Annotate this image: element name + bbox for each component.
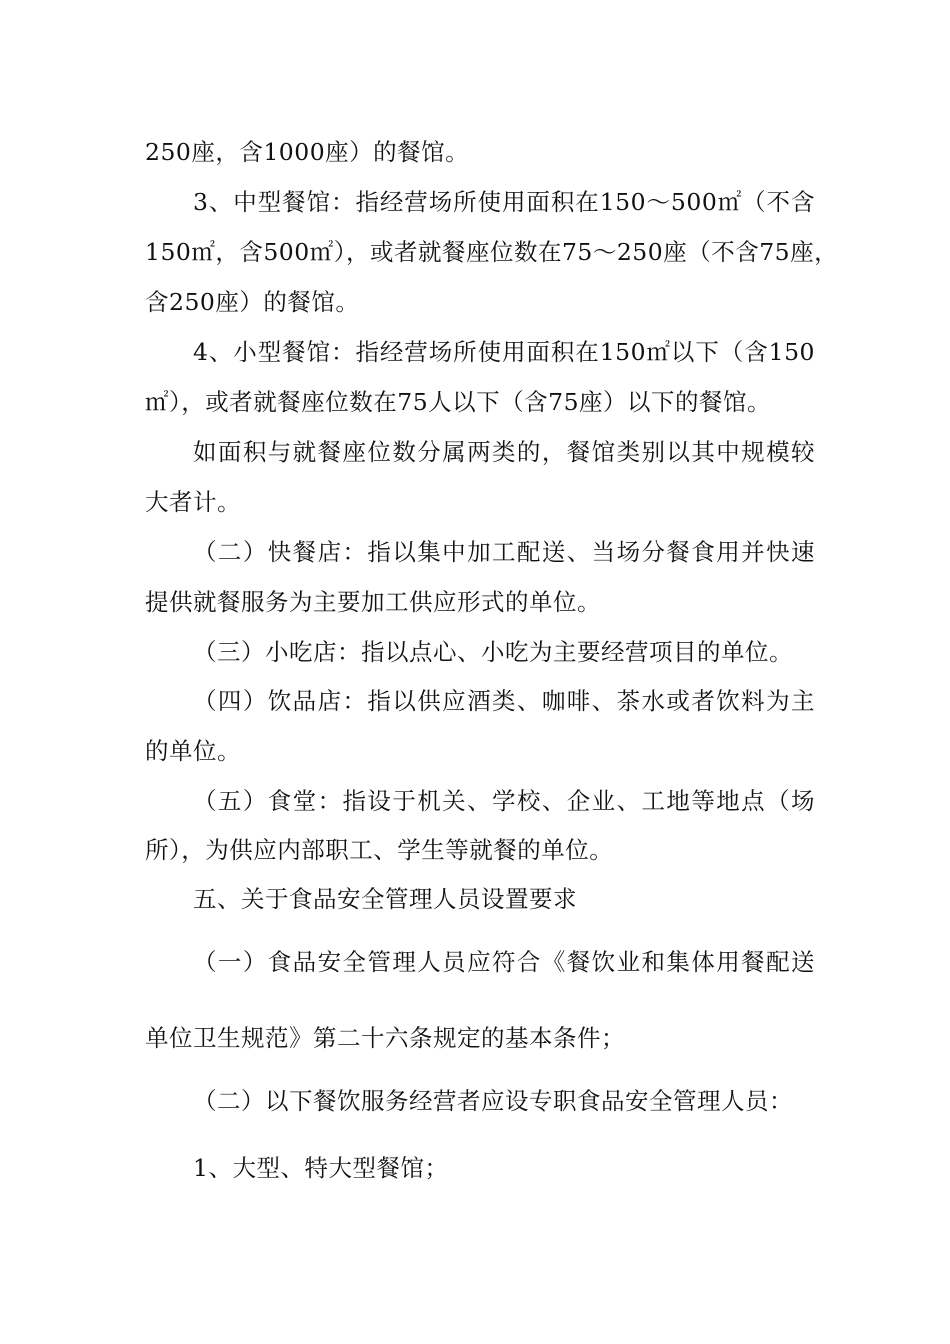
text-line: 所），为供应内部职工、学生等就餐的单位。 — [145, 836, 614, 864]
text-line: 大者计。 — [145, 488, 241, 516]
text-line: 的单位。 — [145, 737, 241, 765]
text-line: 1、大型、特大型餐馆； — [193, 1154, 449, 1182]
text-line: （二）快餐店：指以集中加工配送、当场分餐食用并快速 — [193, 538, 815, 566]
text-line: 3、中型餐馆：指经营场所使用面积在150～500㎡（不含 — [193, 188, 815, 216]
text-line: 250座，含1000座）的餐馆。 — [145, 138, 470, 166]
text-line: （五）食堂：指设于机关、学校、企业、工地等地点（场 — [193, 787, 815, 815]
text-line: 含250座）的餐馆。 — [145, 288, 360, 316]
text-line: 如面积与就餐座位数分属两类的，餐馆类别以其中规模较 — [193, 438, 815, 466]
text-line: 4、小型餐馆：指经营场所使用面积在150㎡以下（含150 — [193, 338, 815, 366]
text-line: 单位卫生规范》第二十六条规定的基本条件； — [145, 1024, 625, 1052]
text-line: （二）以下餐饮服务经营者应设专职食品安全管理人员： — [193, 1087, 793, 1115]
text-line: 150㎡，含500㎡），或者就餐座位数在75～250座（不含75座， — [145, 238, 839, 266]
text-line: 提供就餐服务为主要加工供应形式的单位。 — [145, 588, 601, 616]
text-line: （三）小吃店：指以点心、小吃为主要经营项目的单位。 — [193, 638, 793, 666]
text-line: ㎡），或者就餐座位数在75人以下（含75座）以下的餐馆。 — [145, 388, 772, 416]
section-heading: 五、关于食品安全管理人员设置要求 — [193, 885, 577, 913]
text-line: （一）食品安全管理人员应符合《餐饮业和集体用餐配送 — [193, 948, 815, 976]
text-line: （四）饮品店：指以供应酒类、咖啡、茶水或者饮料为主 — [193, 687, 815, 715]
